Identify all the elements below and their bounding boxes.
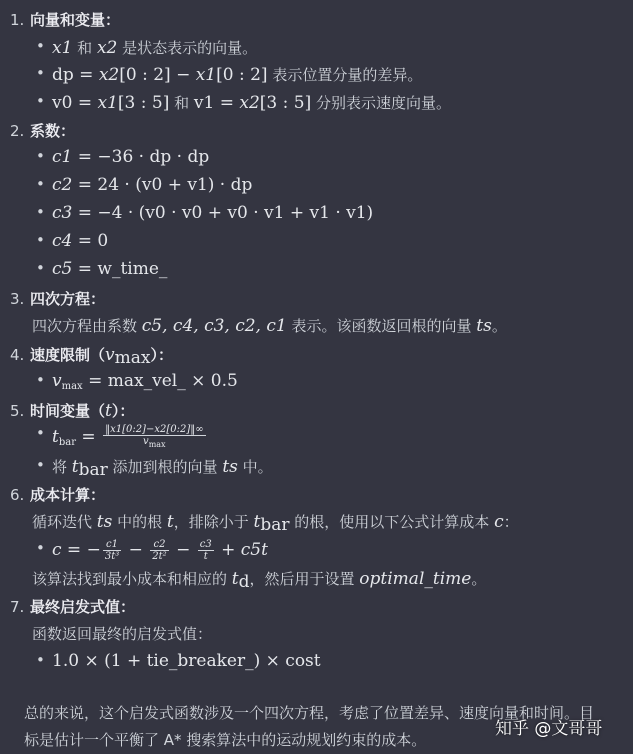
section-2-heading [10,120,75,141]
text: 四次方程由系数 [32,317,142,335]
text: 中的根 [112,513,167,531]
section-number: 3. [10,290,25,308]
math: dp = [52,65,99,85]
fraction-denominator: t [203,551,208,562]
math: 1.0 × (1 + tie_breaker_) × cost [52,651,321,671]
list-item [36,92,451,113]
math-var: t [105,401,112,421]
fraction [103,424,206,450]
list-item [36,203,373,223]
section-number: 4. [10,346,25,364]
math-var: x1 [97,93,118,113]
paragraph [32,315,507,336]
math: − [170,540,196,560]
list-item [36,175,252,195]
math-var: x2 [98,65,120,85]
math-var: ts [96,512,113,532]
math: [3 : 5] [259,93,312,113]
section-title: 四次方程： [30,290,106,308]
math-var: ts [476,316,492,336]
summary-line: 标是估计一个平衡了 A* 搜索算法中的运动规划约束的成本。 [24,731,427,749]
math-var: c5t [240,540,268,560]
list-item [36,231,108,251]
section-title-end: ）： [150,346,173,364]
math-var: x1 [52,38,73,58]
fraction [150,539,168,562]
math: [3 : 5] [117,93,170,113]
list-item [36,651,321,671]
section-title-end: ）： [111,402,135,420]
list-item [36,147,209,167]
text: 分别表示速度向量。 [311,94,451,112]
math: − [123,540,149,560]
math-var: x2 [96,38,118,58]
math: v0 = [52,93,98,113]
math: = w_time_ [72,259,168,279]
math-var: x2 [239,93,260,113]
math-var: x1 [195,65,217,85]
math: = −4 · (v0 · v0 + v0 · v1 + v1 · v1) [72,203,374,223]
fraction-numerator: c2 [150,539,168,551]
section-title: 向量和变量： [30,11,121,29]
text: 循环迭代 [32,513,97,531]
math-var: v [105,345,115,365]
text: 表示。该函数返回根的向量 [286,317,477,335]
section-title: 最终启发式值： [30,598,136,616]
math: = 24 · (v0 + v1) · dp [72,175,253,195]
fraction-numerator: ‖x1[0:2]−x2[0:2]‖∞ [105,424,204,435]
math-var: t [52,426,59,447]
list-item [36,259,167,279]
text: 表示位置分量的差异。 [267,66,423,84]
section-number: 2. [10,122,25,140]
fraction [103,539,121,562]
text: 。 [491,317,507,335]
list-item [36,37,257,58]
fraction-denominator: 3t³ [104,551,120,562]
section-3-heading [10,288,105,309]
math-var: t [166,512,174,532]
section-5-heading [10,400,134,421]
section-title: 成本计算： [30,486,106,504]
fraction [198,539,214,562]
section-title: 时间变量（ [30,402,106,420]
math-var: t [71,457,79,477]
math: [0 : 2] [216,65,268,85]
math-var: c2 [52,175,73,195]
text: ，然后用于设置 [249,570,360,588]
section-6-heading [10,484,105,505]
text: 中。 [237,458,273,476]
math: = max_vel_ × 0.5 [82,371,238,391]
math-var: c [494,512,504,532]
math-var: c5, c4, c3, c2, c1 [141,316,287,336]
math-sub: d [238,572,250,592]
section-title: 速度限制（ [30,346,106,364]
fraction-denominator: v [143,436,149,447]
section-4-heading [10,344,173,368]
text: 。 [471,570,487,588]
paragraph: 函数返回最终的启发式值： [32,625,213,643]
list-item [36,424,208,450]
math: + [215,540,241,560]
math-var: t [231,569,239,589]
watermark: 知乎 @文哥哥 [495,719,603,739]
list-item [36,456,273,480]
text: ： [503,513,519,531]
math: = 0 [72,231,109,251]
section-number: 5. [10,402,25,420]
math-var: t [253,512,261,532]
fraction-denominator: 2t² [152,551,167,562]
math-var: optimal_time [359,569,472,589]
math: = [76,426,102,447]
text: 和 [72,39,97,57]
math: = −36 · dp · dp [72,147,210,167]
list-item [36,371,238,392]
text: ，排除小于 [173,513,254,531]
math-var: c5 [52,259,73,279]
math-sub: bar [78,460,108,480]
text: 和 [169,94,194,112]
fraction-numerator: c1 [103,539,121,551]
math-var: ts [222,457,238,477]
section-number: 1. [10,11,25,29]
math-var: c4 [52,231,73,251]
paragraph [32,568,486,592]
math: = − [61,540,101,560]
math-var: c [52,540,62,560]
math-sub: bar [58,436,76,448]
list-item [36,64,422,85]
text: 该算法找到最小成本和相应的 [32,570,232,588]
section-number: 7. [10,598,25,616]
text: 添加到根的向量 [107,458,223,476]
section-number: 6. [10,486,25,504]
math: [0 : 2] − [119,65,196,85]
text: 是状态表示的向量。 [117,39,258,57]
math: v1 = [193,93,240,113]
math-sub: max [114,348,151,368]
section-7-heading [10,596,135,617]
math-var: v [52,371,62,391]
math-sub: bar [260,515,290,535]
list-item [36,539,268,562]
math-sub: max [61,381,83,392]
text: 的根，使用以下公式计算成本 [289,513,495,531]
paragraph [32,511,519,535]
math-var: c3 [52,203,73,223]
text: 将 [52,458,72,476]
math-var: c1 [52,147,73,167]
section-1-heading [10,9,120,30]
math-sub: max [148,440,166,449]
fraction-numerator: c3 [199,539,212,550]
summary-line: 总的来说，这个启发式函数涉及一个四次方程，考虑了位置差异、速度向量和时间。目 [24,704,595,722]
section-title: 系数： [30,122,76,140]
